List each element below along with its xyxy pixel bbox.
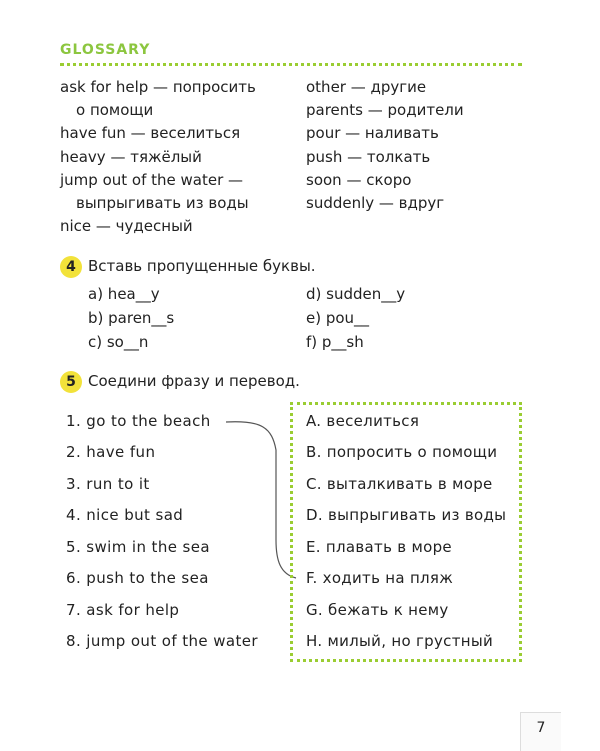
translation-item: F. ходить на пляж — [306, 569, 454, 587]
translation-item: G. бежать к нему — [306, 601, 449, 619]
missing-letter-item: d) sudden__y — [306, 285, 406, 303]
missing-letter-item: b) paren__s — [88, 309, 175, 327]
glossary-entry: jump out of the water — — [60, 171, 244, 189]
glossary-entry: parents — родители — [306, 101, 464, 119]
phrase-item: 2. have fun — [66, 443, 156, 461]
glossary-entry: nice — чудесный — [60, 217, 193, 235]
missing-letter-item: c) so__n — [88, 333, 149, 351]
missing-letter-item: e) pou__ — [306, 309, 370, 327]
glossary-entry: other — другие — [306, 78, 427, 96]
translation-item: C. выталкивать в море — [306, 475, 493, 493]
phrase-item: 1. go to the beach — [66, 412, 211, 430]
glossary-entry: pour — наливать — [306, 124, 439, 142]
glossary-title: GLOSSARY — [60, 42, 151, 58]
missing-letter-item: a) hea__y — [88, 285, 160, 303]
translations-box — [290, 402, 522, 662]
exercise-5-title: Соедини фразу и перевод. — [88, 372, 300, 390]
phrase-item: 3. run to it — [66, 475, 150, 493]
glossary-entry: have fun — веселиться — [60, 124, 241, 142]
page-number: 7 — [520, 712, 561, 751]
translation-item: B. попросить о помощи — [306, 443, 498, 461]
glossary-entry: soon — скоро — [306, 171, 412, 189]
translation-item: H. милый, но грустный — [306, 632, 494, 650]
exercise-4-badge: 4 — [60, 256, 82, 278]
glossary-entry: push — толкать — [306, 148, 431, 166]
glossary-entry: heavy — тяжёлый — [60, 148, 202, 166]
phrase-item: 7. ask for help — [66, 601, 180, 619]
phrase-item: 8. jump out of the water — [66, 632, 258, 650]
glossary-entry: выпрыгивать из воды — [76, 194, 249, 212]
phrase-item: 6. push to the sea — [66, 569, 209, 587]
translation-item: E. плавать в море — [306, 538, 452, 556]
exercise-5-badge: 5 — [60, 371, 82, 393]
missing-letter-item: f) p__sh — [306, 333, 364, 351]
glossary-entry: ask for help — попросить — [60, 78, 256, 96]
exercise-4-title: Вставь пропущенные буквы. — [88, 257, 316, 275]
phrase-item: 4. nice but sad — [66, 506, 184, 524]
translation-item: D. выпрыгивать из воды — [306, 506, 507, 524]
glossary-entry: о помощи — [76, 101, 154, 119]
phrase-item: 5. swim in the sea — [66, 538, 210, 556]
glossary-entry: suddenly — вдруг — [306, 194, 445, 212]
translation-item: A. веселиться — [306, 412, 420, 430]
